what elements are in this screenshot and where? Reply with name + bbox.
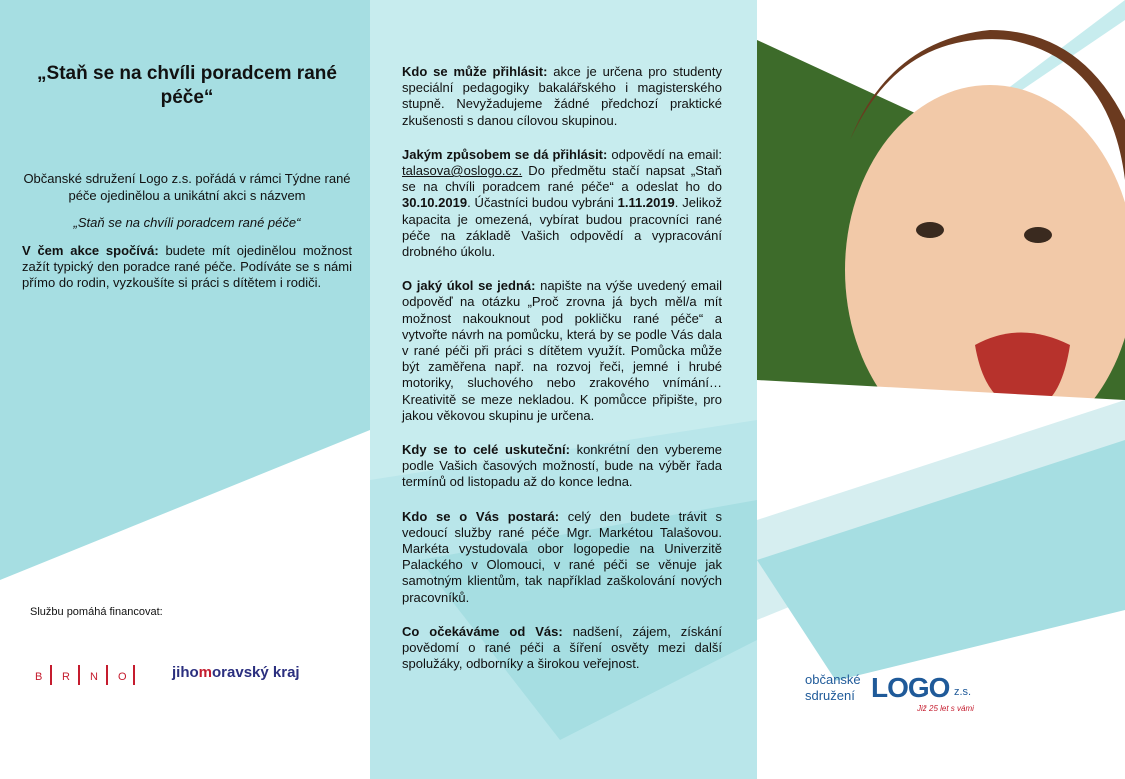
logo-wordmark: LOGO — [871, 672, 950, 703]
section-what — [22, 243, 352, 292]
section-expect: Co očekáváme od Vás: nadšení, zájem, získání povědomí o rané péči a šíření osvěty mezi další spolužáky, odborníky a širokou veřejnost. — [402, 623, 722, 672]
event-name: „Staň se na chvíli poradcem rané péče“ — [73, 215, 301, 230]
child-eye-right — [1024, 227, 1052, 243]
section-heading: V čem akce spočívá: — [22, 243, 159, 258]
middle-column — [402, 64, 722, 691]
child-eye-left — [916, 222, 944, 238]
email-link[interactable]: talasova@oslogo.cz. — [402, 163, 523, 179]
brno-letter: R — [62, 671, 70, 683]
intro-text: Občanské sdružení Logo z.s. pořádá v rámci Týdne rané péče ojedinělou a unikátní akci s názvem — [23, 171, 351, 203]
financing-label: Službu pomáhá financovat: — [30, 606, 163, 618]
brno-letter: N — [90, 671, 98, 683]
brno-letter: O — [118, 671, 127, 683]
brno-letter: B — [35, 671, 43, 683]
section-who: Kdo se může přihlásit: akce je určena pro studenty speciální pedagogiky bakalářského i magisterského stupně. Nevyžadujeme žádné předchozí praktické zkušenosti s danou cílovou skupinou. — [402, 64, 722, 128]
section-how: Jakým způsobem se dá přihlásit: odpovědí na email: talasova@oslogo.cz. Do předmětu stačí napsat „Staň se na chvíli poradcem rané péče“ a odeslat ho do 30.10.2019. Účastníci budou vybráni 1.11.2019. Jelikož kapacita je omezená, vybírat budou pracovníci rané péče na základě Vašich odpovědí a vypracování drobného úkolu. — [402, 146, 723, 260]
section-when: Kdy se to celé uskuteční: konkrétní den vybereme podle Vašich časových možností, bude na výběr řada termínů od listopadu až do konce ledna. — [402, 442, 723, 490]
logo-tagline: Již 25 let s vámi — [917, 704, 974, 713]
section-host: Kdo se o Vás postará: celý den budete trávit s vedoucí služby rané péče Mgr. Markétou Talašovou. Markéta vystudovala obor logopedie na Univerzitě Palackého v Olomouci, v rané péči se věnuje jak samotným klientům, tak například zaškolování nových pracovníků. — [402, 508, 722, 605]
section-task: O jaký úkol se jedná: napište na výše uvedený email odpověď na otázku „Proč zrovna já bych měl/a mít možnost nakouknout pod pokličku rané péče“ a vytvořte návrh na pomůcku, která by se podle Vás dala v rané péči při práci s dítětem využít. Pomůcka může být zaměřena např. na rozvoj řeči, jemné i hrubé motoriky, sluchového nebo zrakového vnímání… Kreativitě se meze nekladou. K pomůcce připište, pro jakou věkovou skupinu je určena. — [402, 278, 722, 423]
section-text: budete mít ojedinělou možnost zažít typický den poradce rané péče. Podíváte se s námi přímo do rodin, vyzkoušíte si práci s dítětem i rodiči. — [22, 243, 352, 291]
left-column — [22, 62, 352, 292]
brno-logo — [24, 662, 136, 688]
page-title: „Staň se na chvíli poradcem rané péče“ — [37, 63, 337, 108]
logo-os: občanské sdružení LOGO z.s. Již 25 let s vámi — [805, 672, 974, 713]
jmk-logo: jihomoravský kraj — [172, 664, 300, 681]
